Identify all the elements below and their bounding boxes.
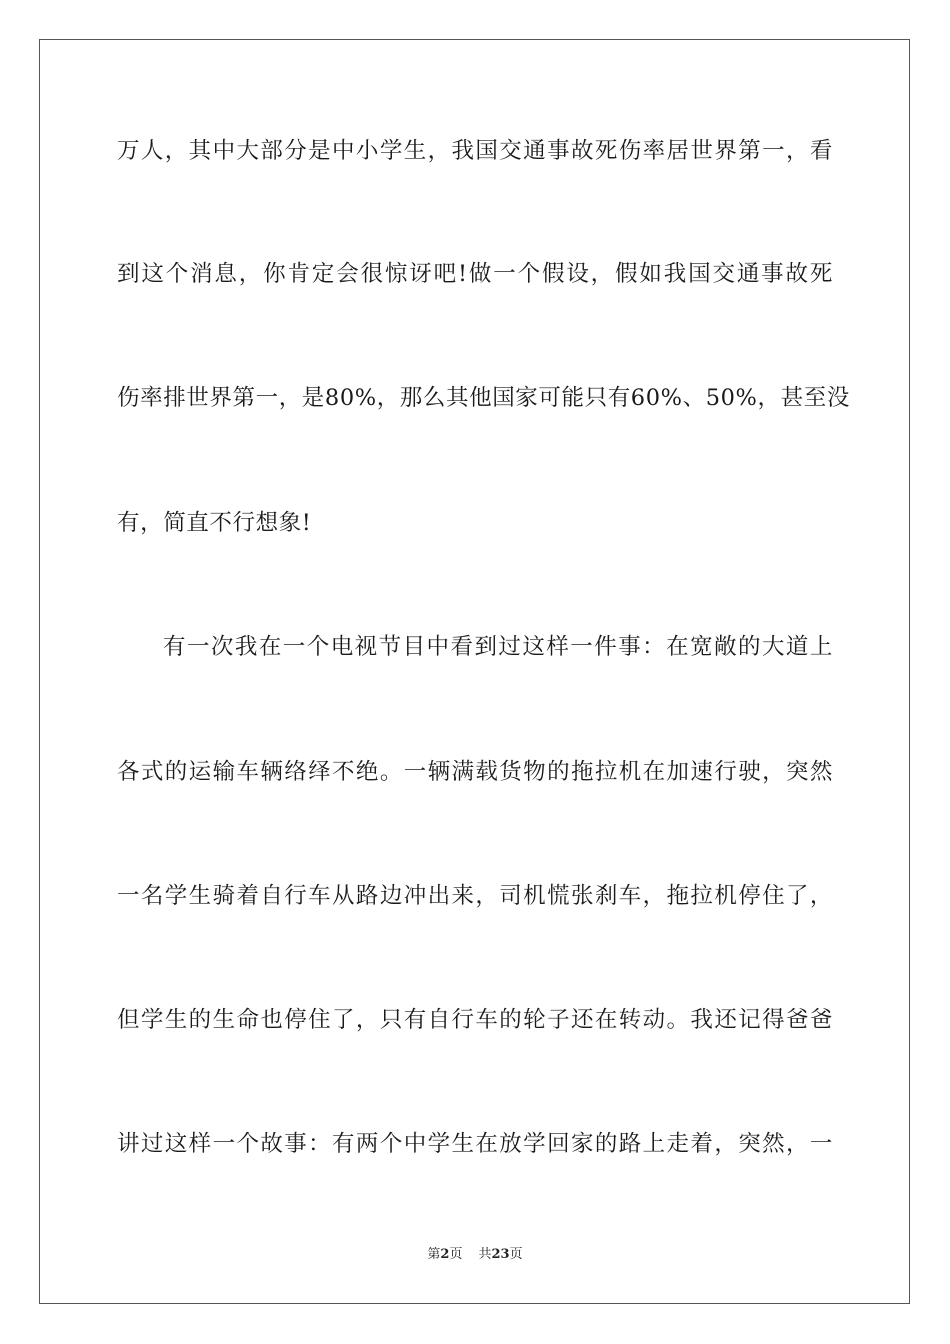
- page-footer: [0, 1246, 950, 1264]
- total-prefix: 共: [478, 1247, 492, 1262]
- text-line: 但学生的生命也停住了，只有自行车的轮子还在转动。我还记得爸爸: [117, 1007, 833, 1033]
- page-border: [39, 39, 910, 1304]
- paragraph-first-line: 有一次我在一个电视节目中看到过这样一件事：在宽敞的大道上: [163, 634, 833, 660]
- total-pages: 23: [491, 1247, 510, 1262]
- text-line: 有，简直不行想象!: [117, 510, 312, 536]
- text-line: 到这个消息，你肯定会很惊讶吧!做一个假设，假如我国交通事故死: [117, 261, 833, 287]
- text-line: 讲过这样一个故事：有两个中学生在放学回家的路上走着，突然，一: [117, 1131, 833, 1157]
- text-line: 万人，其中大部分是中小学生，我国交通事故死伤率居世界第一，看: [117, 138, 833, 164]
- page-number: 2: [440, 1247, 450, 1262]
- page-prefix: 第: [427, 1247, 441, 1262]
- text-line: 一名学生骑着自行车从路边冲出来，司机慌张刹车，拖拉机停住了，: [117, 883, 833, 909]
- text-line: 各式的运输车辆络绎不绝。一辆满载货物的拖拉机在加速行驶，突然: [117, 759, 833, 785]
- text-line: 伤率排世界第一，是80%，那么其他国家可能只有60%、50%，甚至没: [117, 385, 850, 411]
- total-suffix: 页: [509, 1247, 523, 1262]
- page-suffix: 页: [449, 1247, 463, 1262]
